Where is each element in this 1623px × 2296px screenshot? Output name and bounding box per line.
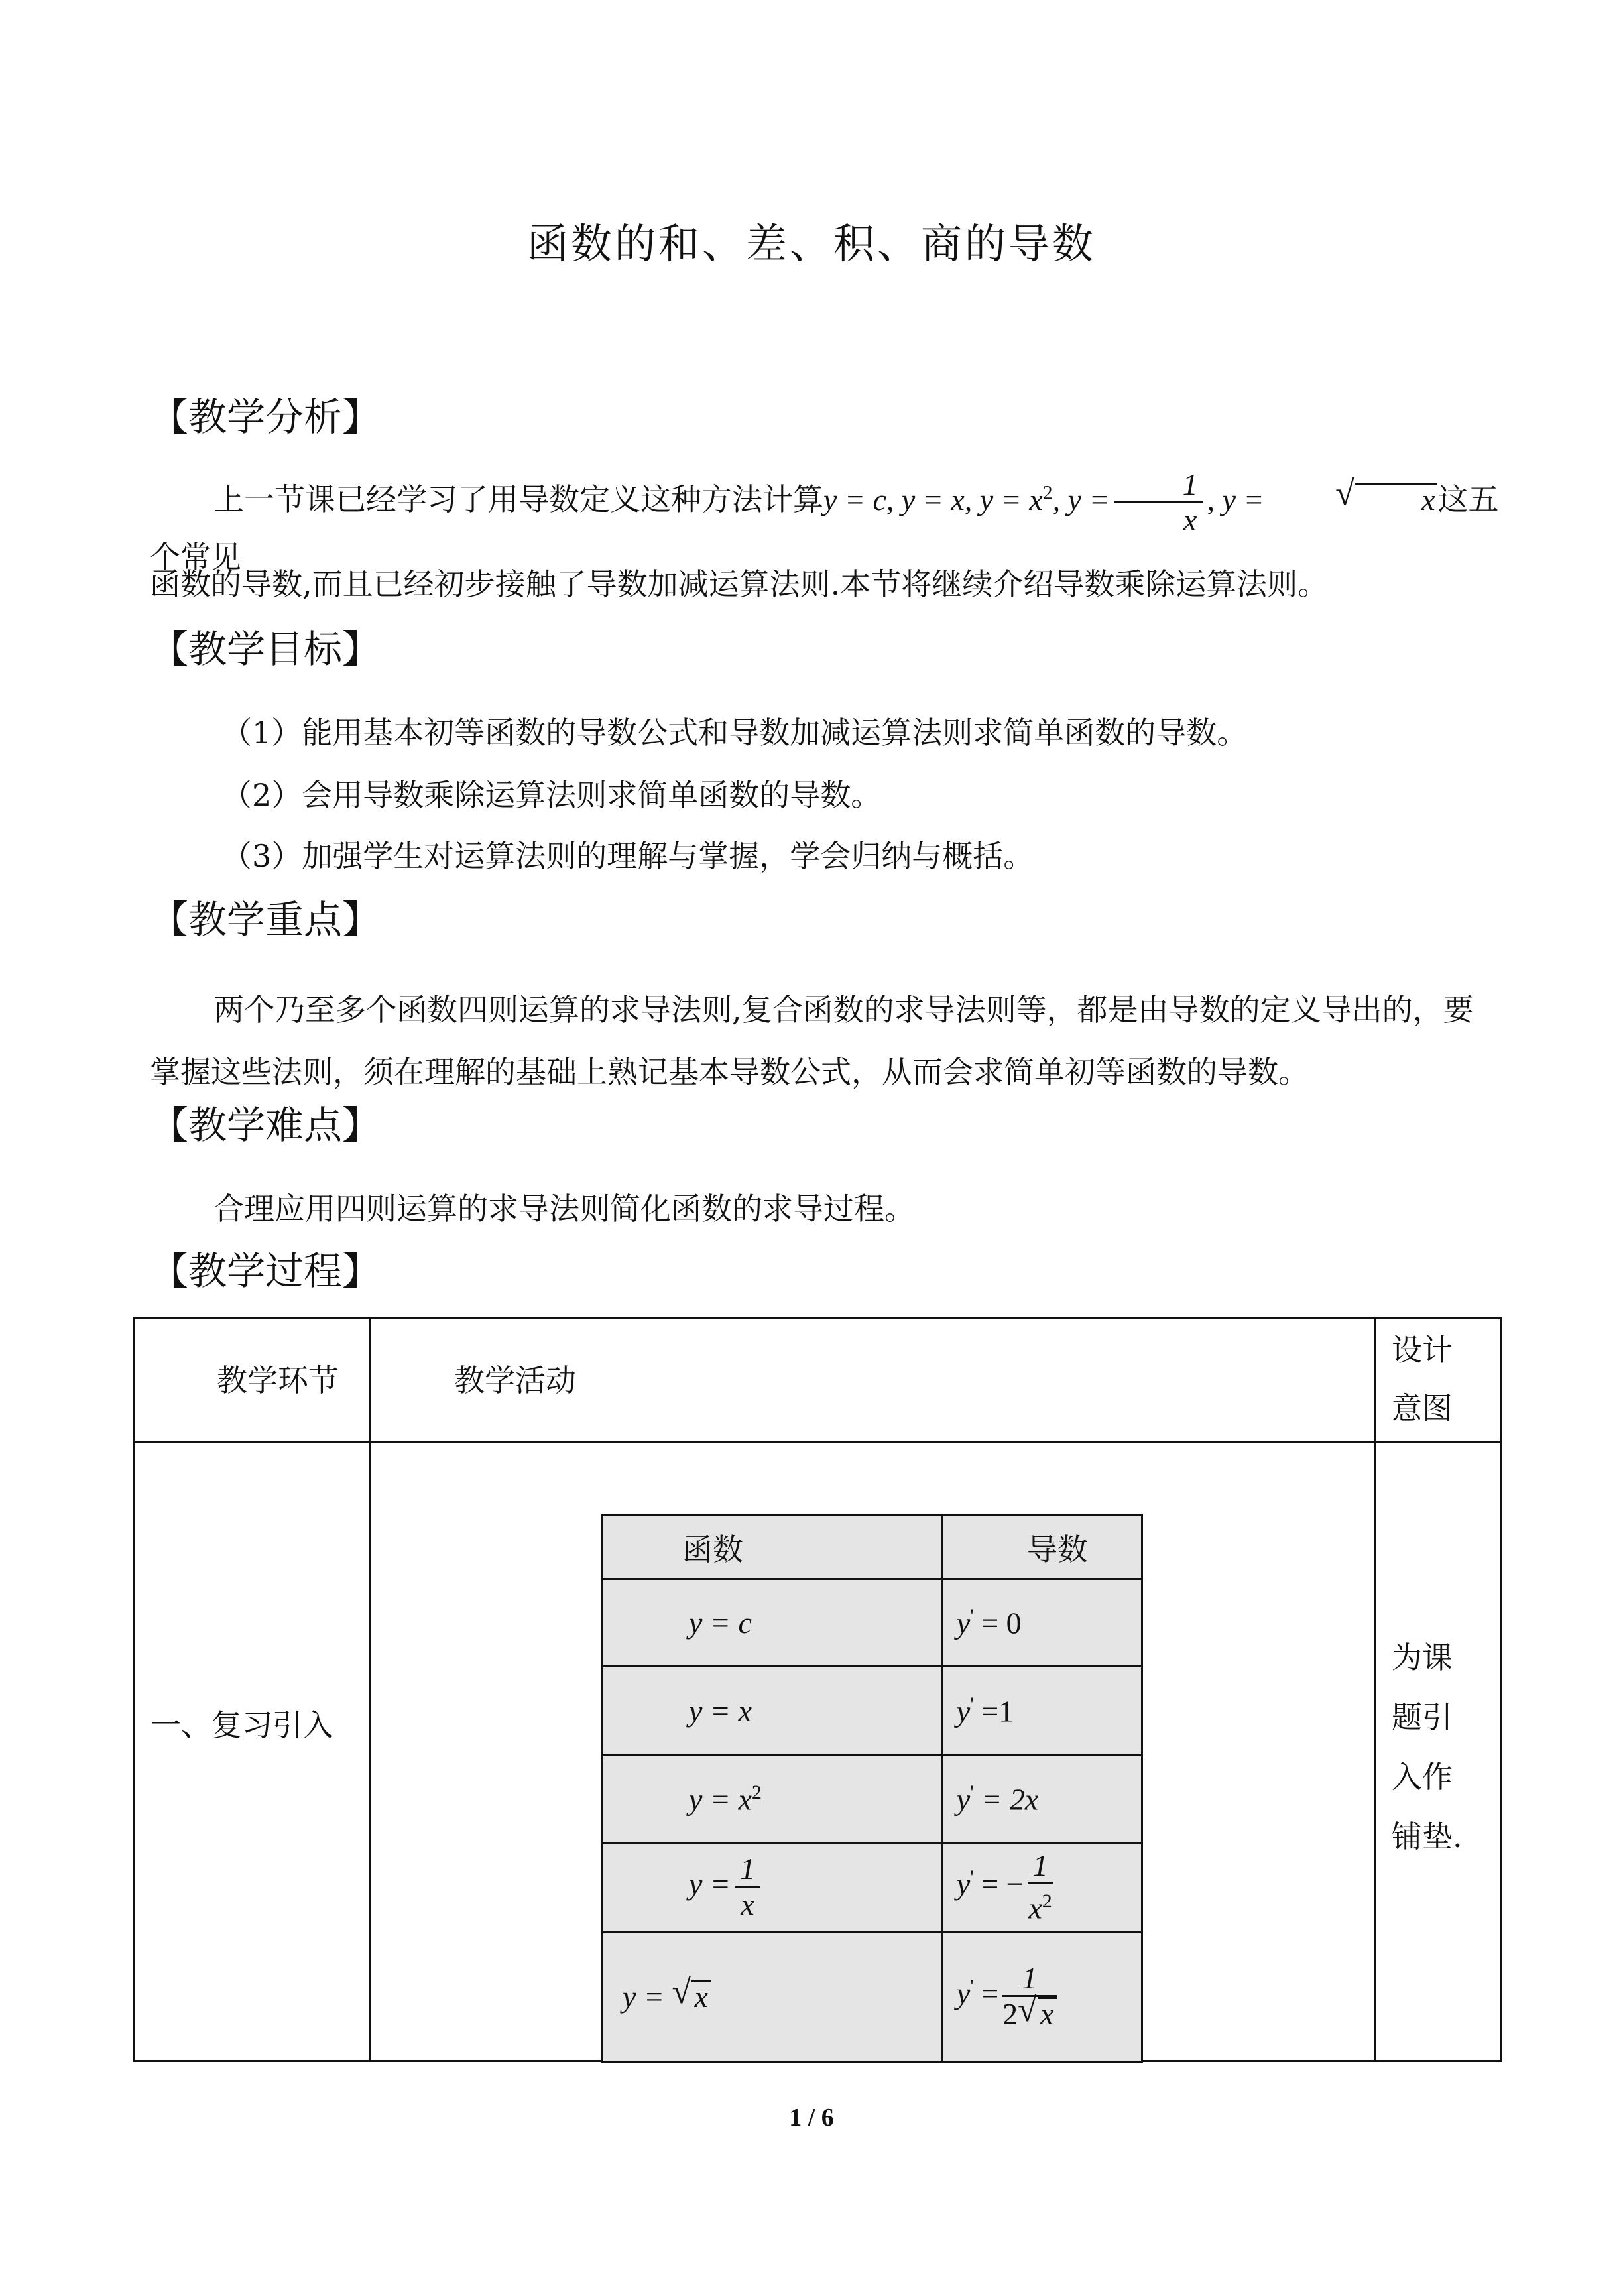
goal-item-1: （1）能用基本初等函数的导数公式和导数加减运算法则求简单函数的导数。: [221, 715, 1248, 751]
row1-intent-line-3: 入作: [1392, 1759, 1453, 1795]
analysis-line-2: 函数的导数,而且已经初步接触了导数加减运算法则.本节将继续介绍导数乘除运算法则。: [150, 566, 1329, 602]
table-row: [602, 1579, 1142, 1667]
section-heading-process: 【教学过程】: [150, 1248, 381, 1294]
header-intent-line-2: 意图: [1392, 1390, 1453, 1426]
function-cell: y = c: [602, 1579, 943, 1667]
header-derivative: 导数: [942, 1516, 1142, 1579]
derivative-table-header: [602, 1516, 1142, 1579]
table-row: [602, 1843, 1142, 1932]
table-row: [602, 1667, 1142, 1756]
table-row: [602, 1932, 1142, 2062]
difficulties-text: 合理应用四则运算的求导法则简化函数的求导过程。: [213, 1191, 915, 1227]
analysis-text-before: 上一节课已经学习了用导数定义这种方法计算: [213, 481, 823, 518]
table-row: [602, 1756, 1142, 1843]
function-cell: y = $\frac{1}{x}$: [602, 1843, 943, 1932]
key-points-text: 两个乃至多个函数四则运算的求导法则,复合函数的求导法则等，都是由导数的定义导出的，要掌握这些法则，须在理解的基础上熟记基本导数公式，从而会求简单初等函数的导数。: [150, 992, 1474, 1090]
header-intent-line-1: 设计: [1392, 1332, 1453, 1368]
function-cell: y = x: [602, 1667, 943, 1756]
derivative-table: [601, 1514, 1143, 2063]
header-function: 函数: [602, 1516, 943, 1579]
derivative-cell: y' = 2x: [942, 1756, 1142, 1843]
function-cell: y = √ x: [602, 1932, 943, 2062]
page-title: 函数的和、差、积、商的导数: [526, 219, 1096, 268]
analysis-line-1: [150, 468, 1502, 576]
derivative-cell: y' =1: [942, 1667, 1142, 1756]
process-table-row-divider: [135, 1441, 1500, 1443]
header-stage: 教学环节: [217, 1362, 339, 1398]
section-heading-analysis: 【教学分析】: [150, 394, 381, 440]
derivative-cell: y' = 0: [942, 1579, 1142, 1667]
section-heading-goals: 【教学目标】: [150, 627, 381, 672]
section-heading-key-points: 【教学重点】: [150, 897, 381, 942]
row1-intent-line-1: 为课: [1392, 1640, 1453, 1675]
row1-intent-line-2: 题引: [1392, 1699, 1453, 1735]
analysis-text-after: 这五个常见: [150, 481, 1499, 575]
goal-item-2: （2）会用导数乘除运算法则求简单函数的导数。: [221, 777, 882, 813]
section-heading-difficulties: 【教学难点】: [150, 1103, 381, 1148]
process-table-col-divider-2: [1374, 1319, 1376, 2060]
row1-stage: 一、复习引入: [150, 1707, 333, 1743]
function-cell: $y = x^2$: [602, 1756, 943, 1843]
page-number: 1 / 6: [789, 2104, 834, 2132]
derivative-cell: y' = − $\frac{1}{x^2}$: [942, 1843, 1142, 1932]
goal-item-3: （3）加强学生对运算法则的理解与掌握，学会归纳与概括。: [221, 838, 1034, 874]
analysis-formula: y = c, y = x, $y = x^2$, y = $\frac{1}{x}$ , y = √ x: [823, 483, 1437, 516]
header-activity: 教学活动: [454, 1362, 576, 1398]
derivative-cell: y' = $\frac{1}{2√ x}$: [942, 1932, 1142, 2062]
process-table-col-divider-1: [369, 1319, 371, 2060]
row1-intent-line-4: 铺垫.: [1392, 1819, 1463, 1854]
